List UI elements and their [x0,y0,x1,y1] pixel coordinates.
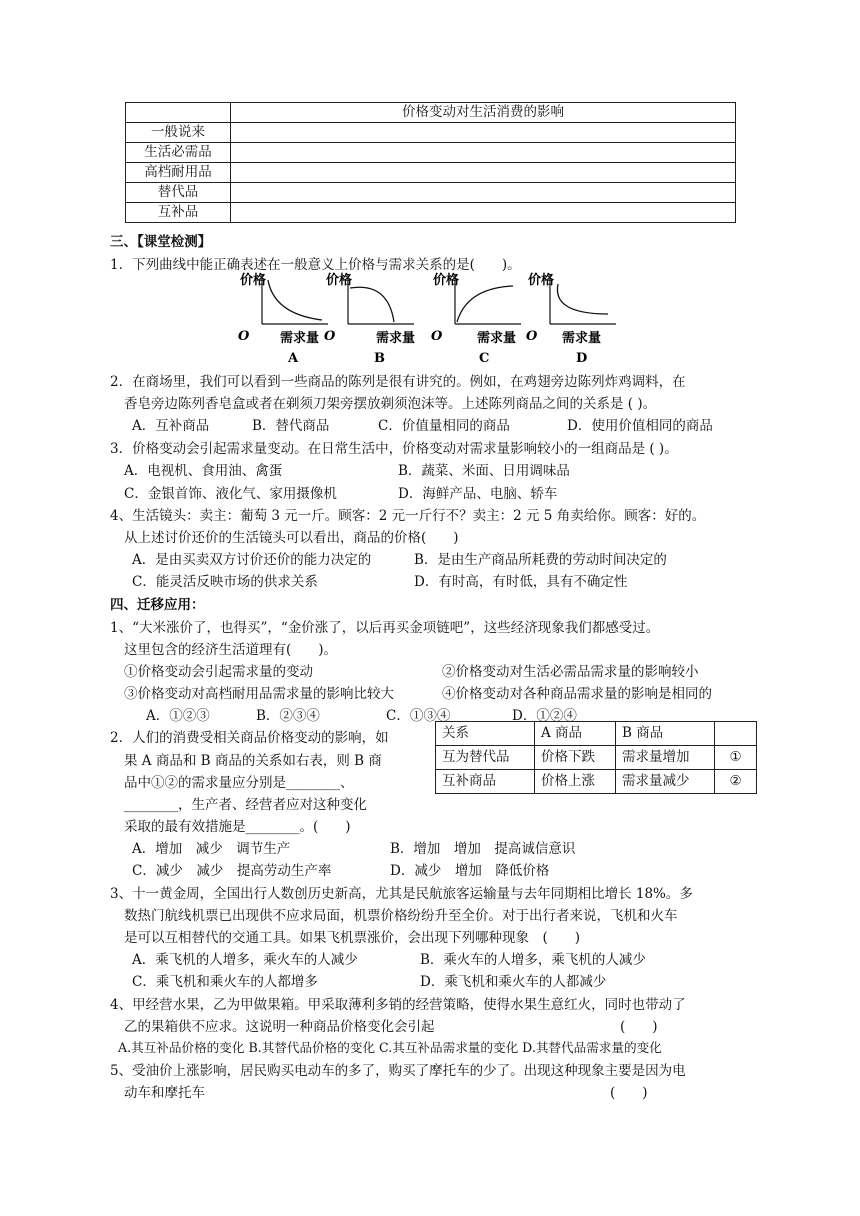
table-cell [231,183,736,203]
table-cell [126,103,231,123]
answer-paren: ( ) [620,1019,658,1035]
graph-b [326,272,416,367]
question-line: 果 A 商品和 B 商品的关系如右表，则 B 商 [124,753,382,769]
option-b: B．乘火车的人增多，乘飞机的人减少 [420,952,646,968]
table-cell: ① [715,746,757,770]
option-c: C．能灵活反映市场的供求关系 [132,574,318,590]
row-label: 高档耐用品 [126,163,231,183]
table-cell: 价格上涨 [535,770,616,794]
table-cell [231,163,736,183]
statement-3: ③价格变动对高档耐用品需求量的影响比较大 [124,686,394,702]
y-axis-label: 价格 [528,273,555,288]
x-axis-label: 需求量 [477,331,517,346]
table-row [126,143,736,163]
table-cell: 价格下跌 [535,746,616,770]
origin-label: O [526,329,538,344]
question-line: 2．在商场里，我们可以看到一些商品的陈列是很有讲究的。例如，在鸡翅旁边陈列炸鸡调料，在 [110,374,686,390]
table-row [436,746,757,770]
option-c: C．金银首饰、液化气、家用摄像机 [124,486,337,502]
question-line: 4、甲经营水果，乙为甲做果箱。甲采取薄利多销的经营策略，使得水果生意红火，同时也带动了 [110,997,686,1013]
question-line: 2．人们的消费受相关商品价格变动的影响，如 [110,730,389,746]
table-header: 价格变动对生活消费的影响 [231,103,736,123]
option-d: D．使用价值相同的商品 [567,418,713,434]
table-cell: 互为替代品 [436,746,535,770]
graph-letter: C [479,351,490,366]
option-a: A．①②③ [146,708,210,724]
y-axis-label: 价格 [240,273,267,288]
option-b: B．增加 增加 提高诚信意识 [390,841,576,857]
graph-letter: B [374,351,385,366]
x-axis-label: 需求量 [562,331,602,346]
statement-1: ①价格变动会引起需求量的变动 [124,664,313,680]
table-cell: ② [715,770,757,794]
graph-letter: D [576,351,588,366]
option-c: C．价值量相同的商品 [378,418,510,434]
option-a: A．互补商品 [132,418,210,434]
graph-d [528,272,618,367]
question-line: 数热门航线机票已出现供不应求局面，机票价格纷纷升至全价。对于出行者来说，飞机和火车 [124,908,678,924]
statement-2: ②价格变动对生活必需品需求量的影响较小 [442,664,699,680]
x-axis-label: 需求量 [280,331,320,346]
row-label: 生活必需品 [126,143,231,163]
statement-4: ④价格变动对各种商品需求量的影响是相同的 [442,686,712,702]
options-line: A.其互补品价格的变化 B.其替代品价格的变化 C.其互补品需求量的变化 D.其替代品需求量的变化 [118,1040,662,1055]
origin-label: O [238,329,250,344]
option-c: C．减少 减少 提高劳动生产率 [132,863,332,879]
option-d: D．①②④ [512,708,577,724]
option-c: C．乘飞机和乘火车的人都增多 [132,974,318,990]
table-row [126,183,736,203]
question-line: 从上述讨价还价的生活镜头可以看出，商品的价格( ) [124,530,459,546]
table-row [436,722,757,746]
table-header: B 商品 [616,722,715,746]
question-line: 动车和摩托车 [124,1085,205,1101]
table-cell [231,123,736,143]
option-c: C．①③④ [386,708,451,724]
question-line: 乙的果箱供不应求。这说明一种商品价格变化会引起 [124,1019,435,1035]
option-d: D．乘飞机和乘火车的人都减少 [420,974,607,990]
section-heading: 四、迁移应用： [110,597,205,613]
option-d: D．海鲜产品、电脑、轿车 [398,486,558,502]
question-line: 这里包含的经济生活道理有( )。 [124,642,338,658]
row-label: 一般说来 [126,123,231,143]
table-header: 关系 [436,722,535,746]
origin-label: O [324,329,336,344]
option-b: B．是由生产商品所耗费的劳动时间决定的 [414,552,667,568]
option-b: B．②③④ [256,708,320,724]
table-cell [231,143,736,163]
graph-c [433,272,523,367]
question-stem: 1．下列曲线中能正确表述在一般意义上价格与需求关系的是( )。 [110,257,521,273]
table-row [126,203,736,223]
question-line: ________，生产者、经营者应对这种变化 [124,797,367,813]
table-cell: 互补商品 [436,770,535,794]
table-header [715,722,757,746]
question-line: 香皂旁边陈列香皂盒或者在剃须刀架旁摆放剃须泡沫等。上述陈列商品之间的关系是 ( )。 [124,396,657,412]
x-axis-label: 需求量 [376,331,416,346]
table-row [126,103,736,123]
row-label: 替代品 [126,183,231,203]
y-axis-label: 价格 [433,273,460,288]
option-b: B．蔬菜、米面、日用调味品 [398,463,570,479]
relation-table [435,721,757,794]
graph-a [240,272,330,367]
option-a: A．是由买卖双方讨价还价的能力决定的 [132,552,372,568]
question-stem: 3．价格变动会引起需求量变动。在日常生活中，价格变动对需求量影响较小的一组商品是 ( )。 [110,441,678,457]
table-row [436,770,757,794]
option-d: D．减少 增加 降低价格 [390,863,550,879]
option-a: A．乘飞机的人增多，乘火车的人减少 [132,952,358,968]
table-row [126,163,736,183]
answer-paren: ( ) [610,1085,648,1101]
option-b: B．替代商品 [252,418,330,434]
option-a: A．电视机、食用油、禽蛋 [124,463,283,479]
question-line: 1、“大米涨价了，也得买”，“金价涨了，以后再买金项链吧”，这些经济现象我们都感受过。 [110,620,660,636]
price-effect-table [125,102,736,223]
question-line: 是可以互相替代的交通工具。如果飞机票涨价，会出现下列哪种现象 ( ) [124,930,581,946]
y-axis-label: 价格 [326,273,353,288]
question-line: 5、受油价上涨影响，居民购买电动车的多了，购买了摩托车的少了。出现这种现象主要是因为电 [110,1063,686,1079]
option-d: D．有时高，有时低，具有不确定性 [414,574,628,590]
question-line: 4、生活镜头：卖主：葡萄 3 元一斤。顾客：2 元一斤行不？卖主：2 元 5 角卖给你。顾客：好的。 [110,508,706,524]
origin-label: O [431,329,443,344]
section-heading: 三、【课堂检测】 [110,234,212,250]
table-row [126,123,736,143]
table-cell [231,203,736,223]
table-cell: 需求量减少 [616,770,715,794]
table-cell: 需求量增加 [616,746,715,770]
question-line: 采取的最有效措施是________。( ) [124,819,351,835]
question-line: 品中①②的需求量应分别是________、 [124,775,354,791]
row-label: 互补品 [126,203,231,223]
question-line: 3、十一黄金周，全国出行人数创历史新高，尤其是民航旅客运输量与去年同期相比增长 18%。多 [110,886,693,902]
table-header: A 商品 [535,722,616,746]
graph-letter: A [288,351,299,366]
option-a: A．增加 减少 调节生产 [132,841,291,857]
